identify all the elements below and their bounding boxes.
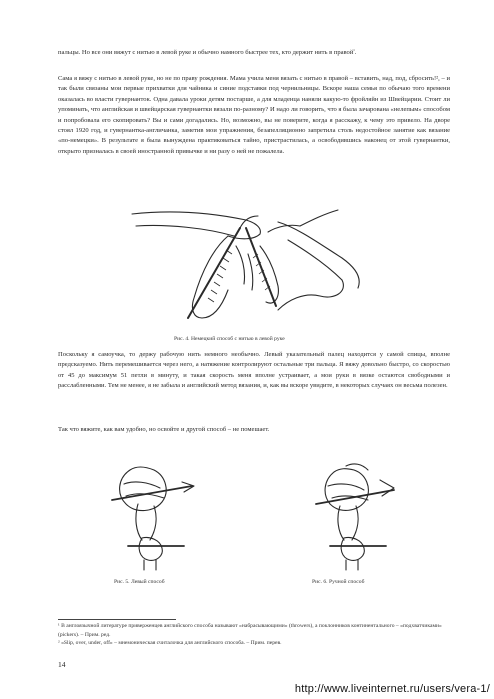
footnote-1: ¹ В англоязычной литературе приверженцев английского способа называют «набрасывающими» (throwers), а поклонников континентального – «подхватчиками» (pickers). – Прим. ред.: [58, 623, 442, 638]
figure-6-caption: Рис. 6. Ручной способ: [312, 579, 365, 585]
page-number: 14: [58, 660, 66, 669]
paragraph-4: Так что вяжите, как вам удобно, но освойте и другой способ – не помешает.: [58, 426, 270, 433]
figure-4-knitting-hands: [128, 206, 366, 326]
paragraph-2: Сама я вяжу с нитью в левой руке, но не по праву рождения. Мама учила меня вязать с нитью в правой – вставить, над, под, сбросить!², – и так были связаны мои первые прихватки для чайника и синие подставки под чернильницы. Вскоре наша семья по обычаю того времени оказалась во власти гувернанток. Одна давала уроки детям постарше, а для младенца наняли какую-то фройляйн из Швейцарии. Стоит ли упоминать, что английская и швейцарская гувернантки вязали по-разному? И надо ли говорить, что я была зачарована «нелепым» способом и попробовала его скопировать? Вы и сами догадались. Но, возможно, вы не поверите, когда я расскажу, к чему это привело. На дворе стоял 1920 год, и гувернантка-англичанка, заметив мои упражнения, безапелляционно запретила столь недостойное занятие как вязание «по-немецки». В результате я была вынуждена практиковаться тайно, пристрастилась, а освободившись наконец от этой гувернантки, открыто призналась в своей иностранной привычке и ни разу о ней не пожалела.: [58, 75, 450, 155]
figure-5-left-method: [108, 460, 200, 572]
figure-4-caption: Рис. 4. Немецкий способ с нитью в левой руке: [174, 336, 285, 342]
watermark-url: http://www.liveinternet.ru/users/vera-1/: [294, 683, 490, 695]
footnote-2: ² «Slip, over, under, off» – мнемоническая считалочка для английского способа. – Прим. перев.: [58, 640, 282, 646]
figure-6-hand-method: [310, 460, 402, 572]
footnote-divider: [58, 619, 176, 620]
footnote-ref: ¹: [353, 48, 355, 53]
paragraph-1: пальцы. Но все они вяжут с нитью в левой руке и обычно намного быстрее тех, кто держит нить в правой$^{^1}$.: [58, 48, 357, 56]
paragraph-3: Поскольку я самоучка, то держу рабочую нить немного необычно. Левый указательный палец находится у самой спицы, вполне предсказуемо. Нить перемешивается через него, а натяжение контролируют остальные три пальца. Я вяжу довольно быстро, со скоростью от 45 до максимум 51 петли в минуту, и такая скорость меня вполне устраивает, а мои руки в вязке остаются свободными и расслабленными. Тем не менее, я не забыла и английский метод вязания, и, как вы вскоре увидите, в некоторых случаях он весьма полезен.: [58, 351, 450, 390]
figure-5-caption: Рис. 5. Левый способ: [114, 579, 165, 585]
